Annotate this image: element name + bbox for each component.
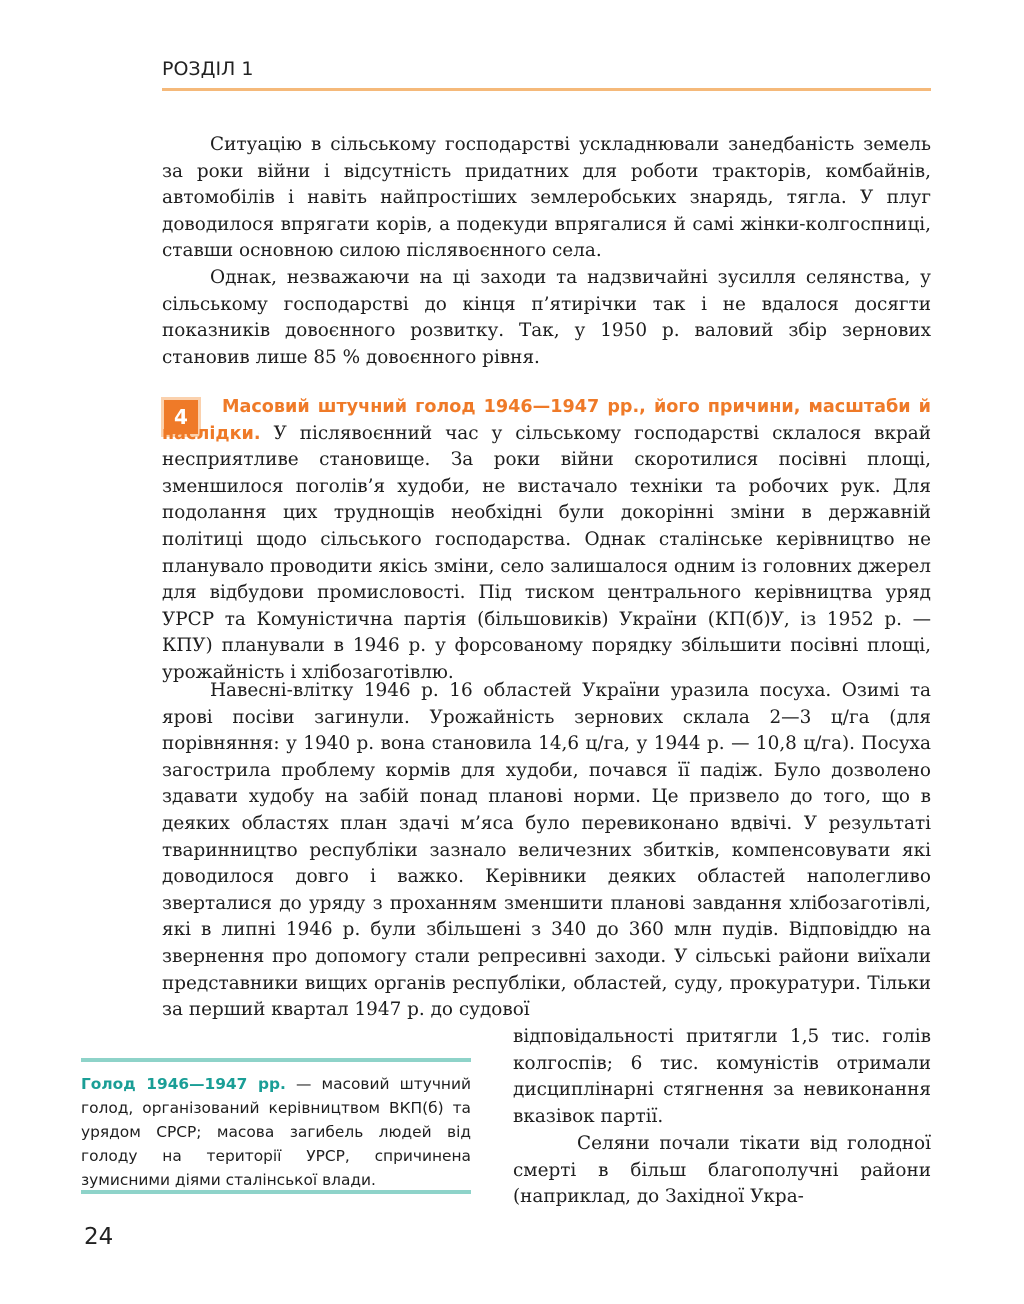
paragraph-drought-continued: відповідальності притягли 1,5 тис. голів колгоспів; 6 тис. комуністів отримали дисциплінарні стягнення за невиконання вказівок партії.: [513, 1026, 931, 1127]
section-text: У післявоєнний час у сільському господарстві склалося вкрай несприятливе становище. За роки війни скоротилися посівні площі, зменшилося поголів’я худоби, не вистачало техніки та робочих рук. Для подолання цих труднощів необхідні були докорінні зміни в державній політиці щодо сільського господарства. Однак сталінське керівництво не планувало проводити якісь зміни, село залишалося одним із головних джерел для відбудови промисловості. Під тиском центрального керівництва уряд УРСР та Комуністична партія (більшовиків) України (КП(б)У, із 1952 р. — КПУ) планували в 1946 р. у форсованому порядку збільшити посівні площі, урожайність і хлібозаготівлю.: [162, 422, 931, 683]
paragraph-peasants-flee: Селяни почали тікати від голодної смерті в більш благополучні райони (наприклад, до Західної Укра-: [513, 1133, 931, 1208]
badge-spacer: [162, 411, 222, 412]
paragraph-drought: Навесні-влітку 1946 р. 16 областей України уразила посуха. Озимі та ярові посіви загинули. Урожайність зернових склала 2—3 ц/га (для порівняння: у 1940 р. вона становила 14,6 ц/га, у 1944 р. — 10,8 ц/га). Посуха загострила проблему кормів для худоби, почався її падіж. Було дозволено здавати худобу на забій понад планові норми. Це призвело до того, що в деяких областях план здачі м’яса було перевиконано вдвічі. У результаті тваринництво республіки зазнало величезних збитків, компенсовувати які доводилося довго і важко. Керівники деяких областей наполегливо зверталися до уряду з проханням зменшити планові завдання хлібозаготівлі, які в липні 1946 р. були збільшені з 340 до 360 млн пудів. Відповіддю на звернення про допомогу стали репресивні заходи. У сільські райони виїхали представники вищих органів республіки, областей, суду, прокуратури. Тільки за перший квартал 1947 р. до судової: [162, 680, 931, 1021]
page-number: 24: [84, 1224, 114, 1250]
paragraph-agriculture-difficulties: Ситуацію в сільському господарстві ускладнювали занедбаність земель за роки війни і відсутність придатних для роботи тракторів, комбайнів, автомобілів і навіть найпростіших землеробських знарядь, тягла. У плуг доводилося впрягати корів, а подекуди впрягалися й самі жінки-колгоспниці, ставши основною силою післявоєнного села.: [162, 134, 931, 262]
definition-term: Голод 1946—1947 рр.: [81, 1075, 286, 1093]
section-number-badge: 4: [164, 400, 198, 434]
header-divider: [162, 88, 931, 91]
section-header: РОЗДІЛ 1: [162, 58, 254, 80]
paragraph-five-year-plan: Однак, незважаючи на ці заходи та надзвичайні зусилля селянства, у сільському господарстві до кінця п’ятирічки так і не вдалося досягти показників довоєнного розвитку. Так, у 1950 р. валовий збір зернових становив лише 85 % довоєнного рівня.: [162, 267, 931, 368]
section-famine-intro: [162, 394, 931, 687]
definition-body: — масовий штучний голод, організований керівництвом ВКП(б) та урядом СРСР; масова загибель людей від голоду на території УРСР, спричинена зумисними діями сталінської влади.: [81, 1075, 471, 1189]
section-title: Масовий штучний голод 1946—1947 рр., його причини, масштаби й наслідки.: [162, 397, 931, 444]
definition-text: [81, 1072, 471, 1192]
definition-box: [81, 1058, 471, 1194]
